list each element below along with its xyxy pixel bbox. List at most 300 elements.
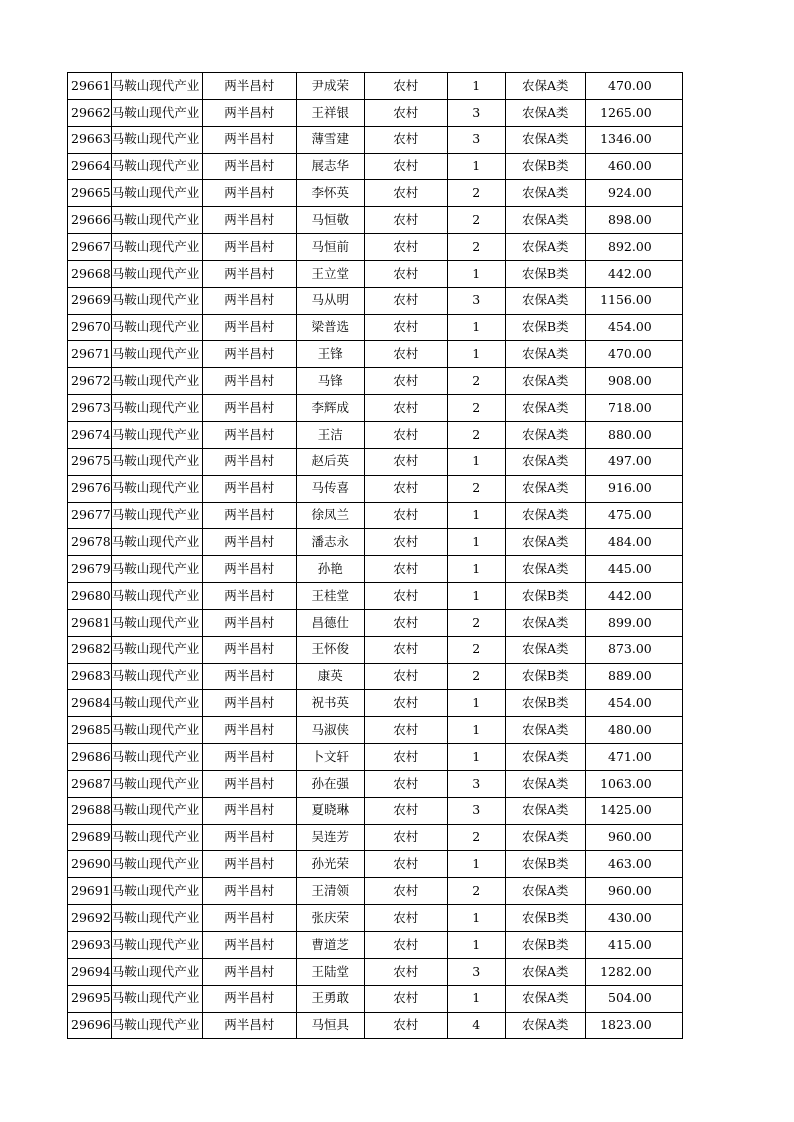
area-cell: 农村 — [364, 180, 447, 207]
amount-cell: 1063.00 — [585, 770, 682, 797]
amount-cell: 1823.00 — [585, 1012, 682, 1039]
table-row — [68, 932, 683, 959]
category-cell: 农保A类 — [505, 207, 585, 234]
village-cell: 两半昌村 — [202, 905, 296, 932]
amount-cell: 471.00 — [585, 744, 682, 771]
area-cell: 农村 — [364, 448, 447, 475]
org-cell: 马鞍山现代产业 — [111, 73, 202, 100]
area-cell: 农村 — [364, 663, 447, 690]
village-cell: 两半昌村 — [202, 583, 296, 610]
amount-cell: 892.00 — [585, 234, 682, 261]
village-cell: 两半昌村 — [202, 314, 296, 341]
area-cell: 农村 — [364, 475, 447, 502]
area-cell: 农村 — [364, 234, 447, 261]
village-cell: 两半昌村 — [202, 744, 296, 771]
count-cell: 1 — [447, 153, 505, 180]
count-cell: 2 — [447, 663, 505, 690]
village-cell: 两半昌村 — [202, 824, 296, 851]
table-row — [68, 180, 683, 207]
record-id-cell: 29663 — [68, 126, 112, 153]
count-cell: 1 — [447, 744, 505, 771]
record-id-cell: 29671 — [68, 341, 112, 368]
amount-cell: 497.00 — [585, 448, 682, 475]
amount-cell: 463.00 — [585, 851, 682, 878]
category-cell: 农保A类 — [505, 99, 585, 126]
village-cell: 两半昌村 — [202, 770, 296, 797]
category-cell: 农保A类 — [505, 556, 585, 583]
table-row — [68, 475, 683, 502]
record-id-cell: 29685 — [68, 717, 112, 744]
table-row — [68, 153, 683, 180]
count-cell: 2 — [447, 636, 505, 663]
amount-cell: 475.00 — [585, 502, 682, 529]
record-id-cell: 29691 — [68, 878, 112, 905]
amount-cell: 470.00 — [585, 341, 682, 368]
table-row — [68, 529, 683, 556]
village-cell: 两半昌村 — [202, 207, 296, 234]
table-row — [68, 260, 683, 287]
name-cell: 马恒具 — [296, 1012, 364, 1039]
area-cell: 农村 — [364, 207, 447, 234]
area-cell: 农村 — [364, 797, 447, 824]
table-row — [68, 126, 683, 153]
count-cell: 3 — [447, 797, 505, 824]
table-row — [68, 421, 683, 448]
org-cell: 马鞍山现代产业 — [111, 207, 202, 234]
category-cell: 农保A类 — [505, 958, 585, 985]
table-row — [68, 636, 683, 663]
record-id-cell: 29696 — [68, 1012, 112, 1039]
org-cell: 马鞍山现代产业 — [111, 609, 202, 636]
name-cell: 孙在强 — [296, 770, 364, 797]
org-cell: 马鞍山现代产业 — [111, 502, 202, 529]
village-cell: 两半昌村 — [202, 1012, 296, 1039]
amount-cell: 960.00 — [585, 824, 682, 851]
village-cell: 两半昌村 — [202, 502, 296, 529]
area-cell: 农村 — [364, 287, 447, 314]
amount-cell: 1156.00 — [585, 287, 682, 314]
org-cell: 马鞍山现代产业 — [111, 797, 202, 824]
village-cell: 两半昌村 — [202, 797, 296, 824]
area-cell: 农村 — [364, 395, 447, 422]
name-cell: 展志华 — [296, 153, 364, 180]
table-row — [68, 207, 683, 234]
count-cell: 1 — [447, 260, 505, 287]
area-cell: 农村 — [364, 502, 447, 529]
org-cell: 马鞍山现代产业 — [111, 958, 202, 985]
count-cell: 2 — [447, 824, 505, 851]
record-id-cell: 29678 — [68, 529, 112, 556]
org-cell: 马鞍山现代产业 — [111, 905, 202, 932]
record-id-cell: 29680 — [68, 583, 112, 610]
village-cell: 两半昌村 — [202, 958, 296, 985]
count-cell: 3 — [447, 770, 505, 797]
count-cell: 1 — [447, 556, 505, 583]
name-cell: 卜文轩 — [296, 744, 364, 771]
table-row — [68, 824, 683, 851]
area-cell: 农村 — [364, 985, 447, 1012]
count-cell: 2 — [447, 368, 505, 395]
count-cell: 1 — [447, 985, 505, 1012]
area-cell: 农村 — [364, 878, 447, 905]
name-cell: 王洁 — [296, 421, 364, 448]
amount-cell: 880.00 — [585, 421, 682, 448]
amount-cell: 454.00 — [585, 314, 682, 341]
name-cell: 孙艳 — [296, 556, 364, 583]
village-cell: 两半昌村 — [202, 932, 296, 959]
org-cell: 马鞍山现代产业 — [111, 1012, 202, 1039]
area-cell: 农村 — [364, 932, 447, 959]
village-cell: 两半昌村 — [202, 663, 296, 690]
amount-cell: 1346.00 — [585, 126, 682, 153]
name-cell: 祝书英 — [296, 690, 364, 717]
category-cell: 农保A类 — [505, 234, 585, 261]
category-cell: 农保A类 — [505, 73, 585, 100]
name-cell: 王锋 — [296, 341, 364, 368]
amount-cell: 908.00 — [585, 368, 682, 395]
village-cell: 两半昌村 — [202, 529, 296, 556]
village-cell: 两半昌村 — [202, 556, 296, 583]
name-cell: 潘志永 — [296, 529, 364, 556]
village-cell: 两半昌村 — [202, 985, 296, 1012]
area-cell: 农村 — [364, 126, 447, 153]
count-cell: 1 — [447, 502, 505, 529]
record-id-cell: 29667 — [68, 234, 112, 261]
record-id-cell: 29682 — [68, 636, 112, 663]
name-cell: 赵后英 — [296, 448, 364, 475]
category-cell: 农保A类 — [505, 341, 585, 368]
amount-cell: 899.00 — [585, 609, 682, 636]
name-cell: 马恒敬 — [296, 207, 364, 234]
category-cell: 农保B类 — [505, 663, 585, 690]
area-cell: 农村 — [364, 905, 447, 932]
category-cell: 农保B类 — [505, 851, 585, 878]
name-cell: 王清领 — [296, 878, 364, 905]
org-cell: 马鞍山现代产业 — [111, 583, 202, 610]
record-id-cell: 29661 — [68, 73, 112, 100]
table-row — [68, 797, 683, 824]
category-cell: 农保A类 — [505, 1012, 585, 1039]
record-id-cell: 29693 — [68, 932, 112, 959]
amount-cell: 504.00 — [585, 985, 682, 1012]
category-cell: 农保B类 — [505, 932, 585, 959]
category-cell: 农保A类 — [505, 395, 585, 422]
name-cell: 李怀英 — [296, 180, 364, 207]
category-cell: 农保B类 — [505, 690, 585, 717]
village-cell: 两半昌村 — [202, 395, 296, 422]
org-cell: 马鞍山现代产业 — [111, 475, 202, 502]
area-cell: 农村 — [364, 421, 447, 448]
name-cell: 张庆荣 — [296, 905, 364, 932]
record-id-cell: 29688 — [68, 797, 112, 824]
village-cell: 两半昌村 — [202, 717, 296, 744]
record-id-cell: 29666 — [68, 207, 112, 234]
table-row — [68, 663, 683, 690]
category-cell: 农保A类 — [505, 287, 585, 314]
count-cell: 2 — [447, 609, 505, 636]
record-id-cell: 29674 — [68, 421, 112, 448]
amount-cell: 445.00 — [585, 556, 682, 583]
count-cell: 4 — [447, 1012, 505, 1039]
name-cell: 王祥银 — [296, 99, 364, 126]
village-cell: 两半昌村 — [202, 878, 296, 905]
record-id-cell: 29686 — [68, 744, 112, 771]
org-cell: 马鞍山现代产业 — [111, 234, 202, 261]
village-cell: 两半昌村 — [202, 368, 296, 395]
org-cell: 马鞍山现代产业 — [111, 99, 202, 126]
category-cell: 农保A类 — [505, 368, 585, 395]
area-cell: 农村 — [364, 260, 447, 287]
category-cell: 农保A类 — [505, 985, 585, 1012]
count-cell: 1 — [447, 851, 505, 878]
name-cell: 王立堂 — [296, 260, 364, 287]
count-cell: 1 — [447, 73, 505, 100]
record-id-cell: 29683 — [68, 663, 112, 690]
name-cell: 王勇敢 — [296, 985, 364, 1012]
amount-cell: 924.00 — [585, 180, 682, 207]
name-cell: 马恒前 — [296, 234, 364, 261]
village-cell: 两半昌村 — [202, 234, 296, 261]
name-cell: 马从明 — [296, 287, 364, 314]
category-cell: 农保A类 — [505, 636, 585, 663]
count-cell: 1 — [447, 448, 505, 475]
org-cell: 马鞍山现代产业 — [111, 341, 202, 368]
table-row — [68, 341, 683, 368]
amount-cell: 960.00 — [585, 878, 682, 905]
village-cell: 两半昌村 — [202, 153, 296, 180]
record-id-cell: 29692 — [68, 905, 112, 932]
count-cell: 3 — [447, 287, 505, 314]
table-row — [68, 234, 683, 261]
count-cell: 2 — [447, 180, 505, 207]
amount-cell: 484.00 — [585, 529, 682, 556]
amount-cell: 430.00 — [585, 905, 682, 932]
name-cell: 康英 — [296, 663, 364, 690]
name-cell: 徐凤兰 — [296, 502, 364, 529]
org-cell: 马鞍山现代产业 — [111, 529, 202, 556]
table-row — [68, 73, 683, 100]
org-cell: 马鞍山现代产业 — [111, 690, 202, 717]
category-cell: 农保A类 — [505, 475, 585, 502]
record-id-cell: 29676 — [68, 475, 112, 502]
org-cell: 马鞍山现代产业 — [111, 395, 202, 422]
village-cell: 两半昌村 — [202, 341, 296, 368]
name-cell: 梁普选 — [296, 314, 364, 341]
village-cell: 两半昌村 — [202, 690, 296, 717]
table-row — [68, 556, 683, 583]
org-cell: 马鞍山现代产业 — [111, 985, 202, 1012]
village-cell: 两半昌村 — [202, 99, 296, 126]
org-cell: 马鞍山现代产业 — [111, 717, 202, 744]
name-cell: 李辉成 — [296, 395, 364, 422]
org-cell: 马鞍山现代产业 — [111, 314, 202, 341]
amount-cell: 415.00 — [585, 932, 682, 959]
amount-cell: 480.00 — [585, 717, 682, 744]
category-cell: 农保A类 — [505, 824, 585, 851]
category-cell: 农保A类 — [505, 421, 585, 448]
count-cell: 3 — [447, 958, 505, 985]
category-cell: 农保A类 — [505, 797, 585, 824]
amount-cell: 898.00 — [585, 207, 682, 234]
table-row — [68, 99, 683, 126]
name-cell: 王桂堂 — [296, 583, 364, 610]
amount-cell: 454.00 — [585, 690, 682, 717]
org-cell: 马鞍山现代产业 — [111, 744, 202, 771]
area-cell: 农村 — [364, 153, 447, 180]
village-cell: 两半昌村 — [202, 636, 296, 663]
count-cell: 3 — [447, 99, 505, 126]
table-row — [68, 287, 683, 314]
count-cell: 1 — [447, 905, 505, 932]
count-cell: 1 — [447, 932, 505, 959]
name-cell: 王陆堂 — [296, 958, 364, 985]
table-row — [68, 609, 683, 636]
table-row — [68, 395, 683, 422]
org-cell: 马鞍山现代产业 — [111, 421, 202, 448]
category-cell: 农保A类 — [505, 744, 585, 771]
org-cell: 马鞍山现代产业 — [111, 126, 202, 153]
table-row — [68, 985, 683, 1012]
village-cell: 两半昌村 — [202, 448, 296, 475]
area-cell: 农村 — [364, 529, 447, 556]
category-cell: 农保A类 — [505, 448, 585, 475]
record-id-cell: 29689 — [68, 824, 112, 851]
table-row — [68, 583, 683, 610]
record-id-cell: 29672 — [68, 368, 112, 395]
record-id-cell: 29670 — [68, 314, 112, 341]
table-row — [68, 314, 683, 341]
amount-cell: 470.00 — [585, 73, 682, 100]
area-cell: 农村 — [364, 556, 447, 583]
count-cell: 1 — [447, 341, 505, 368]
record-id-cell: 29694 — [68, 958, 112, 985]
category-cell: 农保A类 — [505, 609, 585, 636]
records-body — [68, 73, 683, 1039]
area-cell: 农村 — [364, 583, 447, 610]
record-id-cell: 29690 — [68, 851, 112, 878]
village-cell: 两半昌村 — [202, 609, 296, 636]
table-row — [68, 744, 683, 771]
name-cell: 马淑侠 — [296, 717, 364, 744]
amount-cell: 442.00 — [585, 260, 682, 287]
record-id-cell: 29668 — [68, 260, 112, 287]
org-cell: 马鞍山现代产业 — [111, 851, 202, 878]
org-cell: 马鞍山现代产业 — [111, 556, 202, 583]
category-cell: 农保B类 — [505, 260, 585, 287]
record-id-cell: 29675 — [68, 448, 112, 475]
table-row — [68, 717, 683, 744]
amount-cell: 873.00 — [585, 636, 682, 663]
records-sheet — [67, 72, 683, 1039]
area-cell: 农村 — [364, 1012, 447, 1039]
org-cell: 马鞍山现代产业 — [111, 663, 202, 690]
amount-cell: 1425.00 — [585, 797, 682, 824]
table-row — [68, 878, 683, 905]
org-cell: 马鞍山现代产业 — [111, 287, 202, 314]
count-cell: 2 — [447, 207, 505, 234]
village-cell: 两半昌村 — [202, 126, 296, 153]
table-row — [68, 368, 683, 395]
record-id-cell: 29677 — [68, 502, 112, 529]
record-id-cell: 29662 — [68, 99, 112, 126]
count-cell: 3 — [447, 126, 505, 153]
record-id-cell: 29664 — [68, 153, 112, 180]
area-cell: 农村 — [364, 744, 447, 771]
category-cell: 农保A类 — [505, 529, 585, 556]
count-cell: 1 — [447, 583, 505, 610]
amount-cell: 442.00 — [585, 583, 682, 610]
table-row — [68, 851, 683, 878]
count-cell: 2 — [447, 878, 505, 905]
org-cell: 马鞍山现代产业 — [111, 368, 202, 395]
name-cell: 曹道芝 — [296, 932, 364, 959]
record-id-cell: 29669 — [68, 287, 112, 314]
category-cell: 农保A类 — [505, 770, 585, 797]
area-cell: 农村 — [364, 717, 447, 744]
village-cell: 两半昌村 — [202, 421, 296, 448]
area-cell: 农村 — [364, 770, 447, 797]
table-row — [68, 958, 683, 985]
category-cell: 农保A类 — [505, 878, 585, 905]
category-cell: 农保A类 — [505, 180, 585, 207]
count-cell: 1 — [447, 690, 505, 717]
count-cell: 2 — [447, 395, 505, 422]
village-cell: 两半昌村 — [202, 260, 296, 287]
category-cell: 农保A类 — [505, 502, 585, 529]
org-cell: 马鞍山现代产业 — [111, 878, 202, 905]
category-cell: 农保B类 — [505, 905, 585, 932]
table-row — [68, 448, 683, 475]
table-row — [68, 502, 683, 529]
name-cell: 夏晓琳 — [296, 797, 364, 824]
record-id-cell: 29679 — [68, 556, 112, 583]
name-cell: 孙光荣 — [296, 851, 364, 878]
table-row — [68, 905, 683, 932]
village-cell: 两半昌村 — [202, 287, 296, 314]
category-cell: 农保A类 — [505, 126, 585, 153]
count-cell: 1 — [447, 529, 505, 556]
count-cell: 2 — [447, 234, 505, 261]
records-table — [67, 72, 683, 1039]
amount-cell: 889.00 — [585, 663, 682, 690]
name-cell: 昌德仕 — [296, 609, 364, 636]
area-cell: 农村 — [364, 341, 447, 368]
record-id-cell: 29695 — [68, 985, 112, 1012]
count-cell: 1 — [447, 314, 505, 341]
village-cell: 两半昌村 — [202, 475, 296, 502]
village-cell: 两半昌村 — [202, 73, 296, 100]
name-cell: 马传喜 — [296, 475, 364, 502]
area-cell: 农村 — [364, 824, 447, 851]
count-cell: 2 — [447, 421, 505, 448]
amount-cell: 460.00 — [585, 153, 682, 180]
count-cell: 1 — [447, 717, 505, 744]
village-cell: 两半昌村 — [202, 180, 296, 207]
org-cell: 马鞍山现代产业 — [111, 824, 202, 851]
name-cell: 王怀俊 — [296, 636, 364, 663]
area-cell: 农村 — [364, 368, 447, 395]
table-row — [68, 770, 683, 797]
amount-cell: 1282.00 — [585, 958, 682, 985]
area-cell: 农村 — [364, 690, 447, 717]
record-id-cell: 29681 — [68, 609, 112, 636]
amount-cell: 916.00 — [585, 475, 682, 502]
record-id-cell: 29665 — [68, 180, 112, 207]
org-cell: 马鞍山现代产业 — [111, 153, 202, 180]
amount-cell: 718.00 — [585, 395, 682, 422]
org-cell: 马鞍山现代产业 — [111, 932, 202, 959]
name-cell: 吴连芳 — [296, 824, 364, 851]
